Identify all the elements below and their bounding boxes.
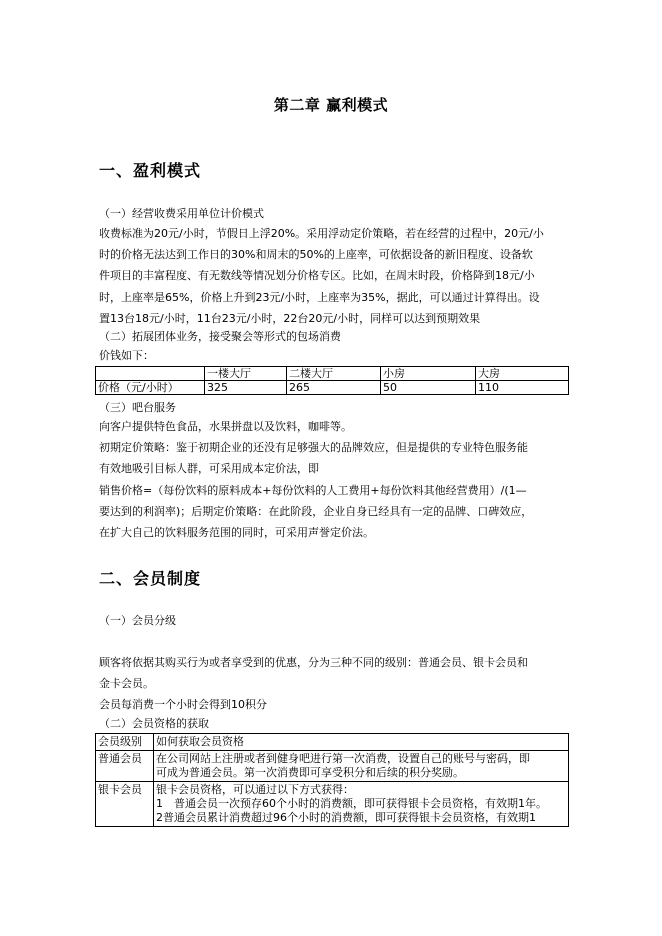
table-header-cell: 小房 (381, 367, 476, 381)
paragraph-line: 金卡会员。 (99, 677, 154, 691)
table-header-cell: 大房 (476, 367, 569, 381)
paragraph-line: 在扩大自己的饮料服务范围的同时，可采用声誉定价法。 (99, 526, 374, 540)
cell-line: 在公司网站上注册或者到健身吧进行第一次消费，设置自己的账号与密码，即 (156, 752, 530, 765)
section-heading-membership: 二、会员制度 (99, 569, 202, 588)
paragraph-line: 有效地吸引目标人群，可采用成本定价法，即 (99, 462, 319, 476)
table-header-cell (96, 367, 205, 381)
price-table (95, 366, 569, 395)
table-cell: 50 (381, 381, 476, 395)
paragraph-line: 初期定价策略：鉴于初期企业的还没有足够强大的品牌效应，但是提供的专业特色服务能 (99, 441, 528, 455)
row-label: 价格（元/小时） (96, 381, 205, 395)
table-row (96, 381, 569, 395)
cell-line: 2普通会员累计消费超过96个小时的消费额，即可获得银卡会员资格，有效期1 (156, 811, 536, 824)
member-table (95, 733, 569, 827)
cell-line: 银卡会员资格，可以通过以下方式获得： (156, 783, 354, 796)
table-cell: 325 (205, 381, 287, 395)
member-level-cell: 银卡会员 (96, 782, 154, 827)
subheading-member-levels: （一）会员分级 (99, 614, 176, 627)
member-description-cell (154, 782, 569, 827)
paragraph-line: 时，上座率是65%，价格上升到23元/小时，上座率为35%，据此，可以通过计算得出。设 (99, 290, 540, 304)
chapter-title: 第二章 赢利模式 (273, 96, 389, 114)
paragraph-line: 向客户提供特色食品，水果拼盘以及饮料，咖啡等。 (99, 420, 352, 433)
paragraph-member-levels (99, 652, 571, 716)
table-header-row (96, 367, 569, 381)
table-row (96, 782, 569, 827)
subheading-unit-pricing: （一）经营收费采用单位计价模式 (99, 207, 264, 220)
table-header-cell: 一楼大厅 (205, 367, 287, 381)
table-header-cell: 二楼大厅 (287, 367, 381, 381)
paragraph-line: 收费标准为20元/小时，节假日上浮20%。采用浮动定价策略，若在经营的过程中，20元/小 (99, 227, 544, 240)
paragraph-line: 销售价格=（每份饮料的原料成本+每份饮料的人工费用+每份饮料其他经营费用）/(1— (99, 483, 527, 497)
paragraph-line: 要达到的利润率)；后期定价策略：在此阶段，企业自身已经具有一定的品牌、口碑效应， (99, 504, 533, 518)
table-cell: 110 (476, 381, 569, 395)
table-header-row (96, 734, 569, 751)
paragraph-line: 顾客将依据其购买行为或者享受到的优惠，分为三种不同的级别：普通会员、银卡会员和 (99, 656, 528, 669)
member-level-cell: 普通会员 (96, 751, 154, 782)
table-header-cell: 如何获取会员资格 (154, 734, 569, 751)
paragraph-unit-pricing (99, 223, 571, 329)
table-cell: 265 (287, 381, 381, 395)
subheading-group-business: （二）拓展团体业务，接受聚会等形式的包场消费 (99, 330, 341, 343)
cell-line: 可成为普通会员。第一次消费即可享受积分和后续的积分奖励。 (156, 766, 464, 779)
paragraph-line: 件项目的丰富程度、有无数线等情况划分价格专区。比如，在周末时段，价格降到18元/小 (99, 269, 535, 283)
subheading-bar-service: （三）吧台服务 (99, 401, 176, 414)
paragraph-line: 置13台18元/小时，11台23元/小时，22台20元/小时，同样可以达到预期效果 (99, 311, 481, 325)
cell-line: 1 普通会员一次预存60个小时的消费额，即可获得银卡会员资格，有效期1年。 (156, 797, 547, 810)
table-row (96, 751, 569, 782)
price-label: 价钱如下： (99, 349, 154, 362)
paragraph-bar-service (99, 416, 571, 543)
paragraph-line: 会员每消费一个小时会得到10积分 (99, 698, 267, 712)
table-header-cell: 会员级别 (96, 734, 154, 751)
subheading-member-qualification: （二）会员资格的获取 (99, 717, 209, 730)
paragraph-line: 时的价格无法达到工作日的30%和周末的50%的上座率，可依据设备的新旧程度、设备软 (99, 248, 533, 262)
section-heading-profit-model: 一、盈利模式 (99, 161, 202, 180)
member-description-cell (154, 751, 569, 782)
